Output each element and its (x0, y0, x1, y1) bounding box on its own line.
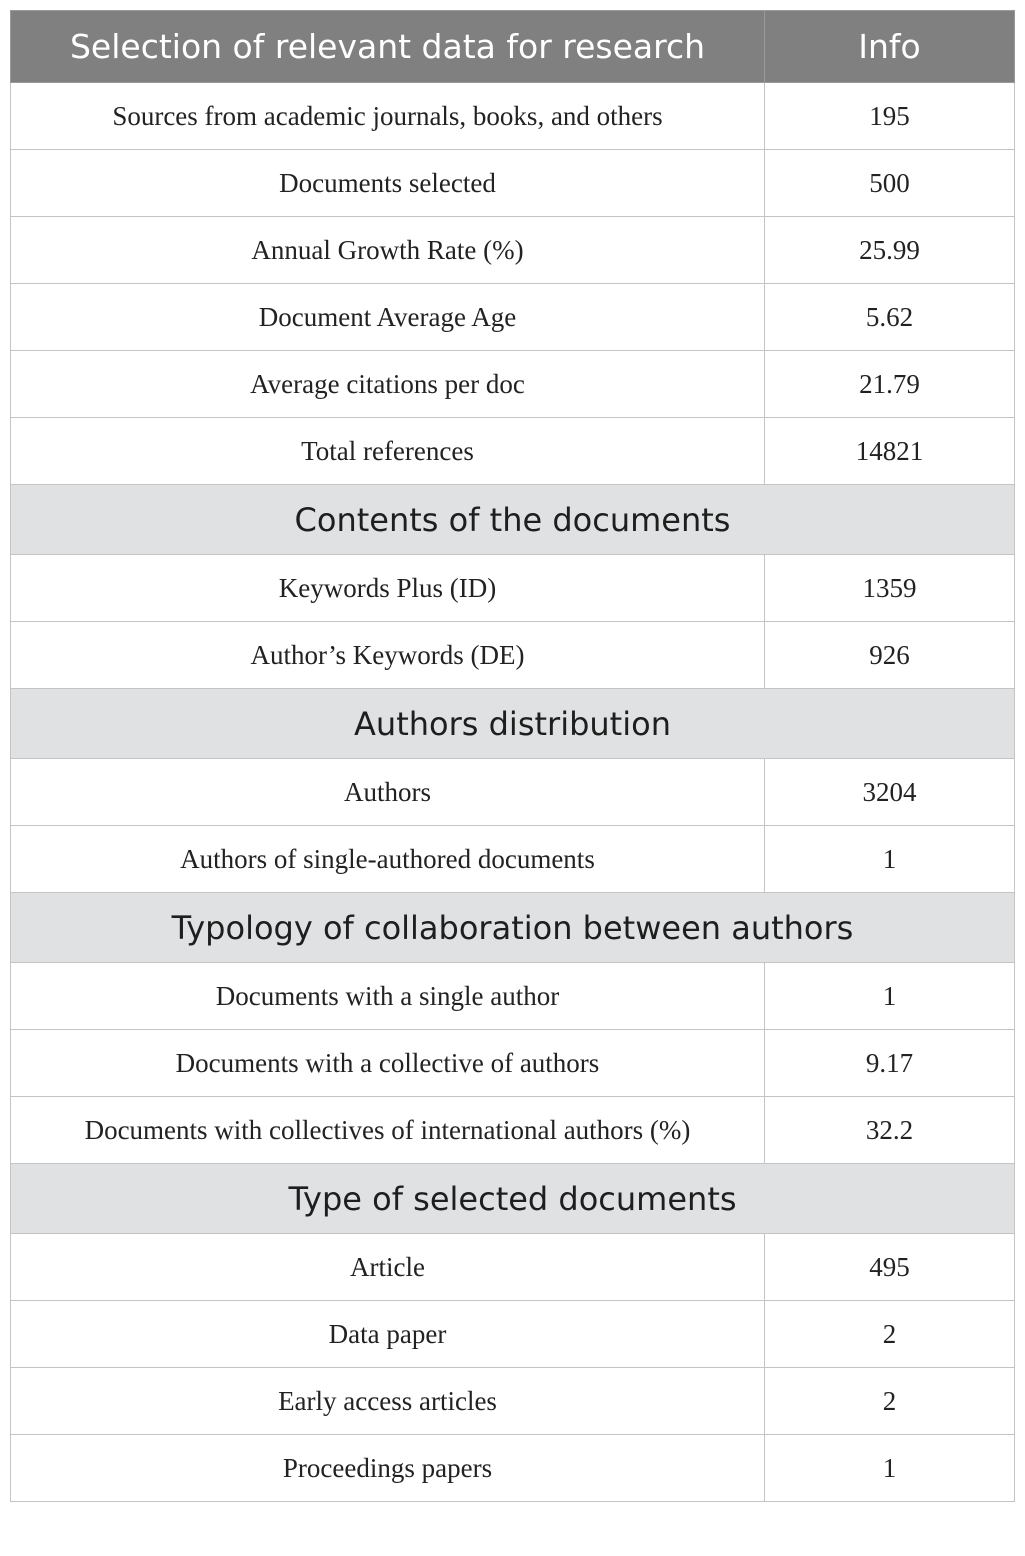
table-row (11, 1435, 1015, 1502)
table-row (11, 555, 1015, 622)
section-title: Typology of collaboration between authors (11, 893, 1015, 963)
row-label: Total references (11, 418, 765, 485)
row-value: 926 (765, 622, 1015, 689)
row-label: Documents selected (11, 150, 765, 217)
section-row (11, 893, 1015, 963)
row-label: Annual Growth Rate (%) (11, 217, 765, 284)
table-row (11, 217, 1015, 284)
row-value: 1 (765, 963, 1015, 1030)
row-label: Data paper (11, 1301, 765, 1368)
table-row (11, 622, 1015, 689)
row-value: 9.17 (765, 1030, 1015, 1097)
row-label: Sources from academic journals, books, and others (11, 83, 765, 150)
header-row (11, 11, 1015, 83)
table-row (11, 351, 1015, 418)
row-value: 1359 (765, 555, 1015, 622)
row-label: Document Average Age (11, 284, 765, 351)
header-value: Info (765, 11, 1015, 83)
section-title: Type of selected documents (11, 1164, 1015, 1234)
row-value: 2 (765, 1301, 1015, 1368)
section-title: Authors distribution (11, 689, 1015, 759)
row-value: 1 (765, 1435, 1015, 1502)
table-row (11, 1097, 1015, 1164)
table-row (11, 418, 1015, 485)
row-value: 195 (765, 83, 1015, 150)
table-row (11, 963, 1015, 1030)
row-label: Documents with a collective of authors (11, 1030, 765, 1097)
table-row (11, 1030, 1015, 1097)
data-table (10, 10, 1015, 1502)
row-value: 1 (765, 826, 1015, 893)
row-label: Documents with collectives of international authors (%) (11, 1097, 765, 1164)
table-row (11, 1368, 1015, 1435)
header-label: Selection of relevant data for research (11, 11, 765, 83)
row-value: 3204 (765, 759, 1015, 826)
section-title: Contents of the documents (11, 485, 1015, 555)
table-row (11, 83, 1015, 150)
row-value: 21.79 (765, 351, 1015, 418)
row-label: Authors of single-authored documents (11, 826, 765, 893)
section-row (11, 485, 1015, 555)
table-row (11, 826, 1015, 893)
table-row (11, 1234, 1015, 1301)
row-value: 500 (765, 150, 1015, 217)
row-label: Proceedings papers (11, 1435, 765, 1502)
row-label: Early access articles (11, 1368, 765, 1435)
row-label: Average citations per doc (11, 351, 765, 418)
row-value: 32.2 (765, 1097, 1015, 1164)
row-label: Author’s Keywords (DE) (11, 622, 765, 689)
row-label: Keywords Plus (ID) (11, 555, 765, 622)
table-body (11, 83, 1015, 1502)
section-row (11, 689, 1015, 759)
row-label: Documents with a single author (11, 963, 765, 1030)
row-value: 25.99 (765, 217, 1015, 284)
row-label: Article (11, 1234, 765, 1301)
table-row (11, 759, 1015, 826)
row-value: 5.62 (765, 284, 1015, 351)
row-value: 14821 (765, 418, 1015, 485)
row-value: 495 (765, 1234, 1015, 1301)
table-row (11, 150, 1015, 217)
section-row (11, 1164, 1015, 1234)
table-row (11, 284, 1015, 351)
table-row (11, 1301, 1015, 1368)
row-value: 2 (765, 1368, 1015, 1435)
row-label: Authors (11, 759, 765, 826)
